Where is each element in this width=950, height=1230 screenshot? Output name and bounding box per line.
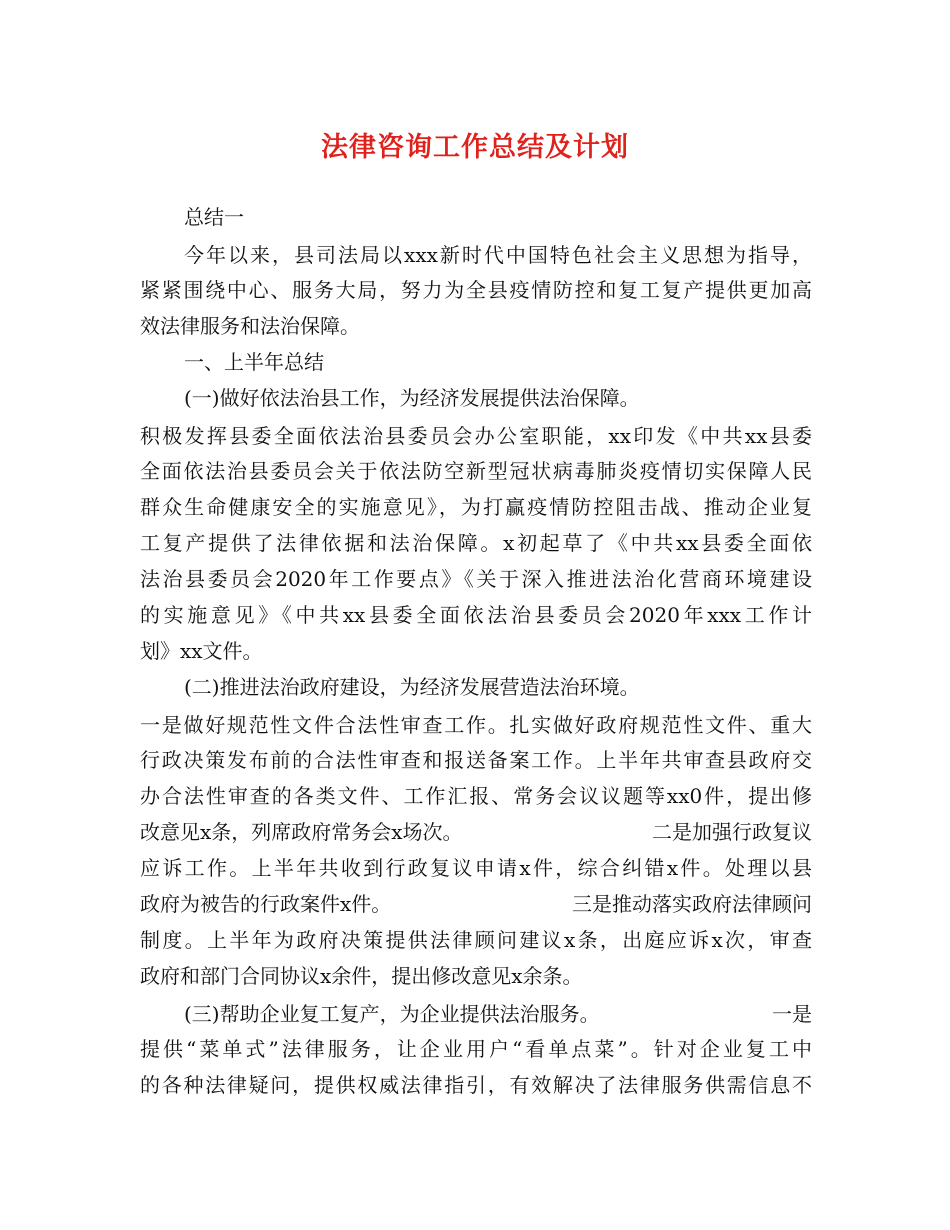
paragraph-segment: 一是 [772, 1002, 812, 1026]
paragraph-line: 全面依法治县委员会关于依法防空新型冠状病毒肺炎疫情切实保障人民 [140, 459, 812, 483]
paragraph-segment: 三是推动落实政府法律顾问 [572, 892, 812, 916]
paragraph-line: 今年以来，县司法局以xxx新时代中国特色社会主义思想为指导， [184, 243, 812, 267]
paragraph-line: 积极发挥县委全面依法治县委员会办公室职能，xx印发《中共xx县委 [140, 424, 812, 448]
paragraph-segment: 改意见x条，列席政府常务会x场次。 [140, 820, 463, 844]
paragraph-line: 办合法性审查的各类文件、工作汇报、常务会议议题等xx0件，提出修 [140, 784, 812, 808]
paragraph-segment: 二是加强行政复议 [652, 820, 812, 844]
paragraph-line: 政府和部门合同协议x余件，提出修改意见x余条。 [140, 964, 583, 988]
section-label: 总结一 [184, 205, 244, 229]
subsection-heading-line [184, 997, 812, 1031]
paragraph-line: 效法律服务和法治保障。 [140, 314, 360, 338]
paragraph-line [140, 887, 812, 921]
paragraph-line: 提供“菜单式”法律服务，让企业用户“看单点菜”。针对企业复工中 [140, 1037, 812, 1061]
paragraph-line: 应诉工作。上半年共收到行政复议申请x件，综合纠错x件。处理以县 [140, 856, 812, 880]
paragraph-line: 工复产提供了法律依据和法治保障。x初起草了《中共xx县委全面依 [140, 531, 812, 555]
paragraph-segment: 政府为被告的行政案件x件。 [140, 892, 392, 916]
section-heading: 一、上半年总结 [184, 350, 324, 374]
subsection-heading: (二)推进法治政府建设，为经济发展营造法治环境。 [184, 675, 640, 699]
subsection-heading: (一)做好依法治县工作，为经济发展提供法治保障。 [184, 386, 640, 410]
paragraph-line: 划》xx文件。 [140, 639, 263, 663]
paragraph-line: 一是做好规范性文件合法性审查工作。扎实做好政府规范性文件、重大 [140, 713, 812, 737]
paragraph-line: 行政决策发布前的合法性审查和报送备案工作。上半年共审查县政府交 [140, 748, 812, 772]
subsection-heading: (三)帮助企业复工复产，为企业提供法治服务。 [184, 1002, 600, 1026]
paragraph-line: 制度。上半年为政府决策提供法律顾问建议x条，出庭应诉x次，审查 [140, 928, 812, 952]
paragraph-line: 的各种法律疑问，提供权威法律指引，有效解决了法律服务供需信息不 [140, 1073, 812, 1097]
paragraph-line: 紧紧围绕中心、服务大局，努力为全县疫情防控和复工复产提供更加高 [140, 278, 812, 302]
paragraph-line: 法治县委员会2020年工作要点》《关于深入推进法治化营商环境建设 [140, 567, 812, 591]
paragraph-line [140, 815, 812, 849]
document-title: 法律咨询工作总结及计划 [321, 132, 629, 163]
paragraph-line: 的实施意见》《中共xx县委全面依法治县委员会2020年xxx工作计 [140, 603, 812, 627]
paragraph-line: 群众生命健康安全的实施意见》，为打赢疫情防控阻击战、推动企业复 [140, 495, 812, 519]
